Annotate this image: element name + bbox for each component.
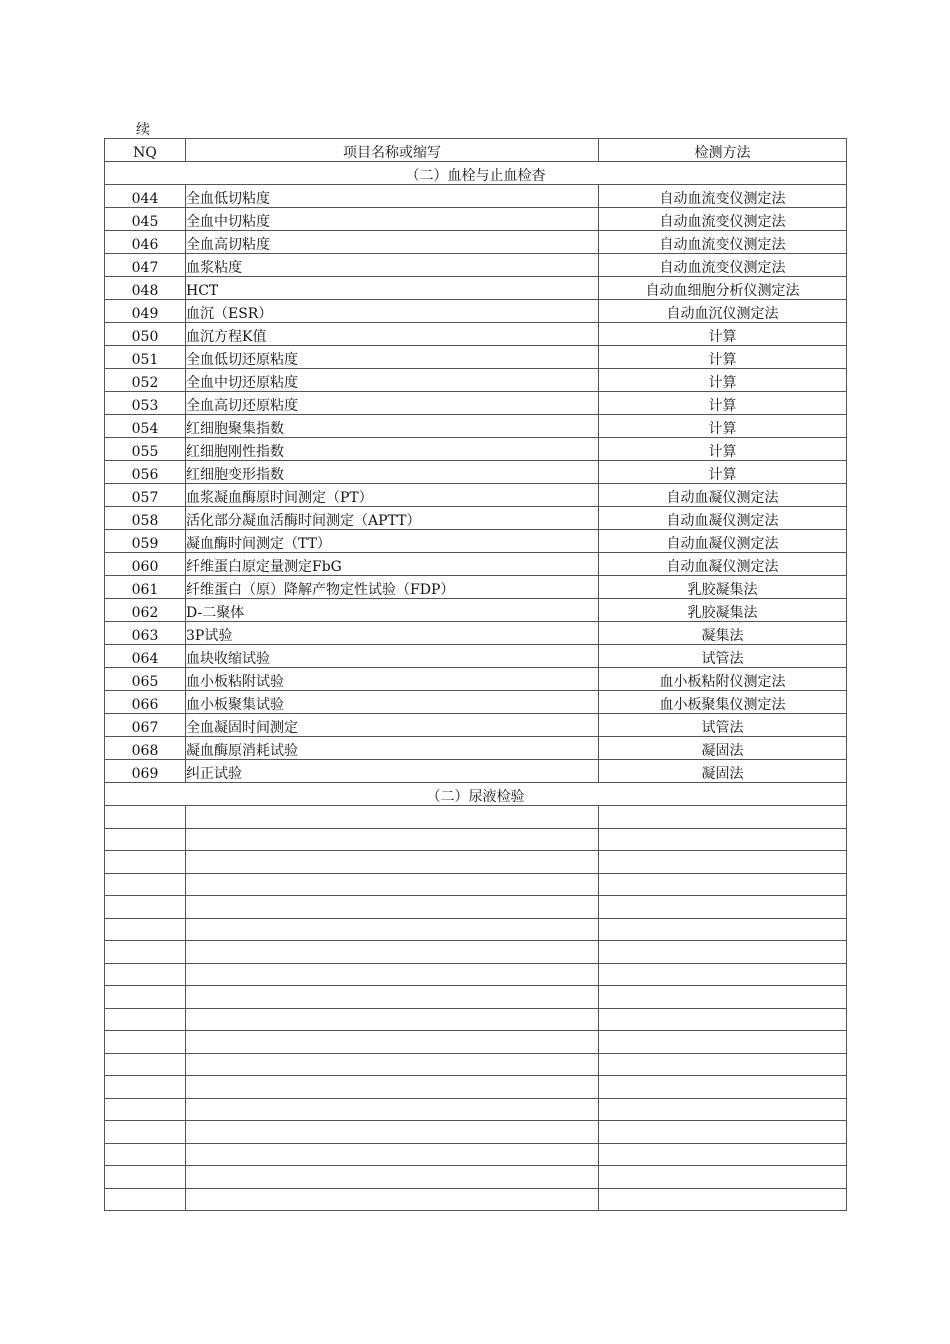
table-row [105,668,847,691]
table-row [105,553,847,576]
row-number: 060 [105,553,186,576]
row-item-name: 红细胞刚性指数 [186,438,599,461]
row-item-name: 全血凝固时间测定 [186,714,599,737]
empty-cell [599,1166,847,1189]
empty-cell [105,918,186,941]
row-number: 068 [105,737,186,760]
row-number: 047 [105,254,186,277]
row-method: 自动血凝仪测定法 [599,530,847,553]
empty-cell [186,851,599,874]
table-row [105,346,847,369]
empty-row [105,986,847,1009]
table-row [105,254,847,277]
row-method: 自动血流变仪测定法 [599,231,847,254]
row-item-name: 血浆粘度 [186,254,599,277]
empty-cell [186,828,599,851]
empty-cell [186,1076,599,1099]
empty-row [105,1076,847,1099]
empty-cell [599,941,847,964]
empty-cell [599,873,847,896]
row-method: 自动血凝仪测定法 [599,553,847,576]
empty-cell [599,963,847,986]
empty-cell [186,1188,599,1211]
row-number: 067 [105,714,186,737]
row-number: 063 [105,622,186,645]
empty-cell [599,1008,847,1031]
row-item-name: 3P试验 [186,622,599,645]
table-header-row [105,139,847,162]
empty-cell [186,806,599,829]
empty-cell [186,1166,599,1189]
header-item-name: 项目名称或缩写 [186,139,599,162]
empty-cell [105,941,186,964]
empty-cell [186,1143,599,1166]
row-number: 058 [105,507,186,530]
row-method: 计算 [599,461,847,484]
empty-cell [186,1098,599,1121]
table-row [105,369,847,392]
empty-cell [105,1076,186,1099]
row-item-name: 凝血酶原消耗试验 [186,737,599,760]
empty-cell [105,851,186,874]
row-method: 乳胶凝集法 [599,599,847,622]
empty-cell [599,1031,847,1054]
empty-cell [599,806,847,829]
empty-cell [105,828,186,851]
empty-cell [599,851,847,874]
row-method: 计算 [599,346,847,369]
row-item-name: 血沉方程K值 [186,323,599,346]
empty-cell [599,896,847,919]
empty-cell [105,1031,186,1054]
table-row [105,484,847,507]
empty-cell [599,1188,847,1211]
table-row [105,645,847,668]
empty-cell [186,896,599,919]
empty-cell [105,873,186,896]
row-method: 自动血流变仪测定法 [599,254,847,277]
empty-cell [105,1121,186,1144]
empty-cell [105,1188,186,1211]
empty-row [105,1188,847,1211]
empty-cell [599,1076,847,1099]
empty-cell [186,941,599,964]
section-title-urine: （二）尿液检验 [105,783,847,806]
row-number: 069 [105,760,186,783]
row-item-name: 红细胞变形指数 [186,461,599,484]
row-number: 062 [105,599,186,622]
table-row [105,760,847,783]
empty-row [105,896,847,919]
header-no: NQ [105,139,186,162]
empty-cell [105,1143,186,1166]
row-method: 计算 [599,369,847,392]
empty-row [105,851,847,874]
empty-row [105,873,847,896]
empty-row [105,918,847,941]
row-number: 049 [105,300,186,323]
row-number: 046 [105,231,186,254]
table-row [105,185,847,208]
table-row [105,691,847,714]
continued-label: 续 [136,122,150,138]
row-method: 计算 [599,438,847,461]
empty-cell [599,1121,847,1144]
row-item-name: 血块收缩试验 [186,645,599,668]
row-method: 自动血细胞分析仪测定法 [599,277,847,300]
row-item-name: 红细胞聚集指数 [186,415,599,438]
empty-cell [186,1031,599,1054]
empty-row [105,1031,847,1054]
empty-row [105,1121,847,1144]
table-row [105,277,847,300]
row-number: 056 [105,461,186,484]
row-method: 计算 [599,392,847,415]
table-row [105,714,847,737]
empty-cell [105,986,186,1009]
table-row [105,323,847,346]
row-item-name: 血浆凝血酶原时间测定（PT） [186,484,599,507]
table-row [105,300,847,323]
row-number: 055 [105,438,186,461]
empty-row [105,1166,847,1189]
row-item-name: 凝血酶时间测定（TT） [186,530,599,553]
table-row [105,507,847,530]
empty-cell [186,1053,599,1076]
empty-cell [105,963,186,986]
row-number: 053 [105,392,186,415]
empty-cell [599,986,847,1009]
row-method: 凝固法 [599,737,847,760]
empty-row [105,941,847,964]
table-row [105,208,847,231]
empty-cell [186,1121,599,1144]
empty-cell [599,1098,847,1121]
row-item-name: 活化部分凝血活酶时间测定（APTT） [186,507,599,530]
empty-cell [599,1053,847,1076]
row-method: 计算 [599,323,847,346]
table-row [105,231,847,254]
row-number: 059 [105,530,186,553]
empty-row [105,1008,847,1031]
table-row [105,622,847,645]
table-row [105,392,847,415]
empty-cell [599,918,847,941]
row-number: 048 [105,277,186,300]
row-item-name: HCT [186,277,599,300]
section-title-blood: （二）血栓与止血检杳 [105,162,847,185]
table-row [105,415,847,438]
table-row [105,599,847,622]
empty-cell [105,1166,186,1189]
table-row [105,737,847,760]
row-method: 血小板聚集仪测定法 [599,691,847,714]
row-item-name: 全血中切粘度 [186,208,599,231]
empty-cell [186,918,599,941]
empty-cell [105,1053,186,1076]
row-item-name: 血小板聚集试验 [186,691,599,714]
row-number: 051 [105,346,186,369]
row-number: 064 [105,645,186,668]
row-method: 自动血流变仪测定法 [599,208,847,231]
empty-cell [186,873,599,896]
row-number: 045 [105,208,186,231]
row-item-name: 血沉（ESR） [186,300,599,323]
row-method: 自动血流变仪测定法 [599,185,847,208]
row-item-name: 全血低切还原粘度 [186,346,599,369]
header-method: 检测方法 [599,139,847,162]
row-method: 血小板粘附仪测定法 [599,668,847,691]
empty-cell [186,963,599,986]
table-row [105,438,847,461]
empty-cell [186,986,599,1009]
row-number: 065 [105,668,186,691]
empty-row [105,1098,847,1121]
empty-cell [186,1008,599,1031]
empty-cell [105,896,186,919]
row-method: 自动血凝仪测定法 [599,507,847,530]
table-row [105,576,847,599]
row-item-name: D-二聚体 [186,599,599,622]
empty-cell [105,806,186,829]
empty-row [105,806,847,829]
row-number: 044 [105,185,186,208]
empty-cell [105,1008,186,1031]
row-item-name: 全血低切粘度 [186,185,599,208]
row-item-name: 全血高切还原粘度 [186,392,599,415]
row-number: 054 [105,415,186,438]
row-item-name: 纤维蛋白（原）降解产物定性试验（FDP） [186,576,599,599]
table-row [105,530,847,553]
row-number: 050 [105,323,186,346]
table-row [105,461,847,484]
row-method: 凝集法 [599,622,847,645]
row-number: 066 [105,691,186,714]
empty-row [105,963,847,986]
empty-row [105,1053,847,1076]
row-item-name: 纠正试验 [186,760,599,783]
row-method: 试管法 [599,714,847,737]
row-method: 试管法 [599,645,847,668]
row-number: 061 [105,576,186,599]
row-method: 自动血沉仪测定法 [599,300,847,323]
empty-cell [105,1098,186,1121]
empty-cell [599,828,847,851]
row-method: 自动血凝仪测定法 [599,484,847,507]
lab-items-table [104,138,847,1211]
row-method: 凝固法 [599,760,847,783]
empty-row [105,828,847,851]
row-item-name: 纤维蛋白原定量测定FbG [186,553,599,576]
row-number: 057 [105,484,186,507]
row-method: 乳胶凝集法 [599,576,847,599]
section-row-blood [105,162,847,185]
empty-cell [599,1143,847,1166]
row-item-name: 全血中切还原粘度 [186,369,599,392]
row-method: 计算 [599,415,847,438]
row-item-name: 血小板粘附试验 [186,668,599,691]
empty-row [105,1143,847,1166]
row-number: 052 [105,369,186,392]
section-row-urine [105,783,847,806]
row-item-name: 全血高切粘度 [186,231,599,254]
